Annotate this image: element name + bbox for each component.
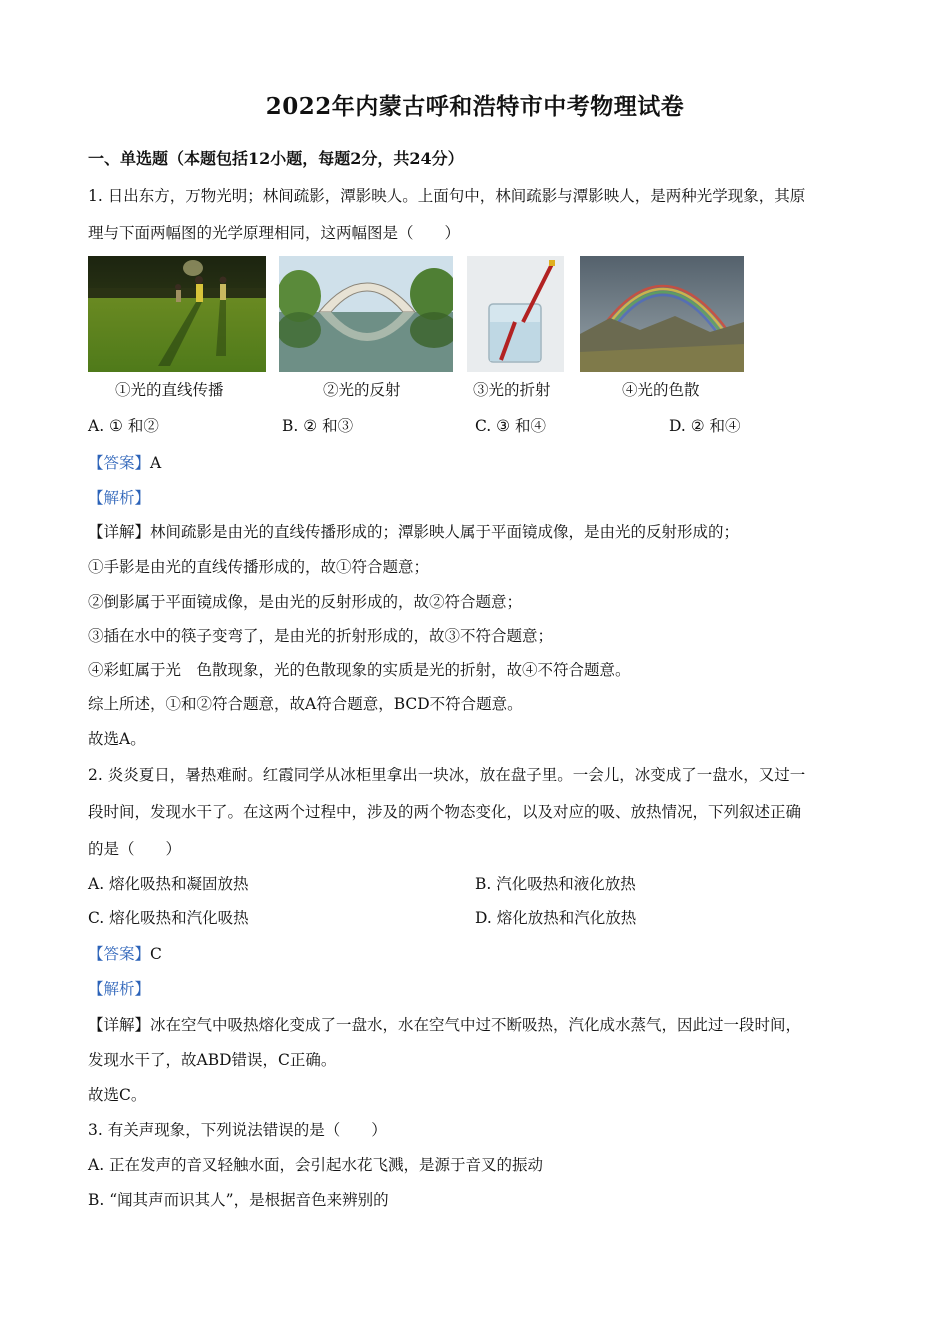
- analysis-tag: 【解析】: [88, 980, 151, 998]
- section-heading: 一、单选题（本题包括12小题，每题2分，共24分）: [88, 149, 464, 168]
- q1-stem-line-1: 1. 日出东方，万物光明；林间疏影，潭影映人。上面句中，林间疏影与潭影映人，是两种光学现象，其原: [88, 187, 806, 205]
- caption-3: ③光的折射: [473, 381, 551, 399]
- bridge-reflection-photo: [279, 256, 453, 372]
- q3-stem: 3. 有关声现象，下列说法错误的是（ ）: [88, 1121, 387, 1139]
- analysis-tag: 【解析】: [88, 489, 151, 507]
- detail-text: 林间疏影是由光的直线传播形成的；潭影映人属于平面镜成像，是由光的反射形成的；: [150, 523, 740, 541]
- q1-line-1: ①手影是由光的直线传播形成的，故①符合题意；: [88, 558, 430, 576]
- q2-stem-line-2: 段时间，发现水干了。在这两个过程中，涉及的两个物态变化，以及对应的吸、放热情况，下列叙述正确: [88, 803, 802, 821]
- answer-value: A: [150, 454, 162, 472]
- answer-tag: 【答案】: [88, 945, 151, 963]
- q2-option-b: B. 汽化吸热和液化放热: [475, 875, 636, 893]
- q3-option-b: B. “闻其声而识其人”，是根据音色来辨别的: [88, 1191, 389, 1209]
- q1-analysis: [88, 486, 150, 508]
- q2-option-c: C. 熔化吸热和汽化吸热: [88, 909, 249, 927]
- q1-option-d: D. ② 和④: [669, 417, 741, 435]
- detail-text: 冰在空气中吸热熔化变成了一盘水，水在空气中过不断吸热，汽化成水蒸气，因此过一段时间，: [150, 1016, 802, 1034]
- q2-detail-line-1: [88, 1013, 801, 1035]
- page-title: 2022年内蒙古呼和浩特市中考物理试卷: [265, 93, 685, 120]
- q2-option-a: A. 熔化吸热和凝固放热: [88, 875, 249, 893]
- q2-analysis: [88, 977, 150, 999]
- q1-line-6: 故选A。: [88, 730, 146, 748]
- q1-answer: [88, 451, 161, 473]
- detail-tag: 【详解】: [88, 523, 151, 541]
- q1-stem-line-2: 理与下面两幅图的光学原理相同，这两幅图是（ ）: [88, 224, 461, 242]
- answer-tag: 【答案】: [88, 454, 151, 472]
- q3-option-a: A. 正在发声的音叉轻触水面，会引起水花飞溅，是源于音叉的振动: [88, 1156, 544, 1174]
- q1-detail: [88, 520, 739, 542]
- refraction-glass-photo: [467, 256, 564, 372]
- q1-line-4: ④彩虹属于光 色散现象，光的色散现象的实质是光的折射，故④不符合题意。: [88, 661, 631, 679]
- q1-option-a: A. ① 和②: [88, 417, 159, 435]
- q2-detail-line-2: 发现水干了，故ABD错误，C正确。: [88, 1051, 337, 1069]
- q2-conclusion: 故选C。: [88, 1086, 147, 1104]
- caption-2: ②光的反射: [323, 381, 401, 399]
- q2-option-d: D. 熔化放热和汽化放热: [475, 909, 637, 927]
- caption-1: ①光的直线传播: [115, 381, 224, 399]
- rainbow-photo: [580, 256, 744, 372]
- q1-line-2: ②倒影属于平面镜成像，是由光的反射形成的，故②符合题意；: [88, 593, 523, 611]
- q1-line-3: ③插在水中的筷子变弯了，是由光的折射形成的，故③不符合题意；: [88, 627, 554, 645]
- caption-4: ④光的色散: [622, 381, 700, 399]
- q1-option-c: C. ③ 和④: [475, 417, 546, 435]
- detail-tag: 【详解】: [88, 1016, 151, 1034]
- q2-answer: [88, 942, 162, 964]
- q2-stem-line-1: 2. 炎炎夏日，暑热难耐。红霞同学从冰柜里拿出一块冰，放在盘子里。一会儿，冰变成了一盘水，又过一: [88, 766, 806, 784]
- shadow-photo: [88, 256, 266, 372]
- q1-line-5: 综上所述，①和②符合题意，故A符合题意，BCD不符合题意。: [88, 695, 523, 713]
- q2-stem-line-3: 的是（ ）: [88, 840, 182, 858]
- answer-value: C: [150, 945, 162, 963]
- q1-option-b: B. ② 和③: [282, 417, 354, 435]
